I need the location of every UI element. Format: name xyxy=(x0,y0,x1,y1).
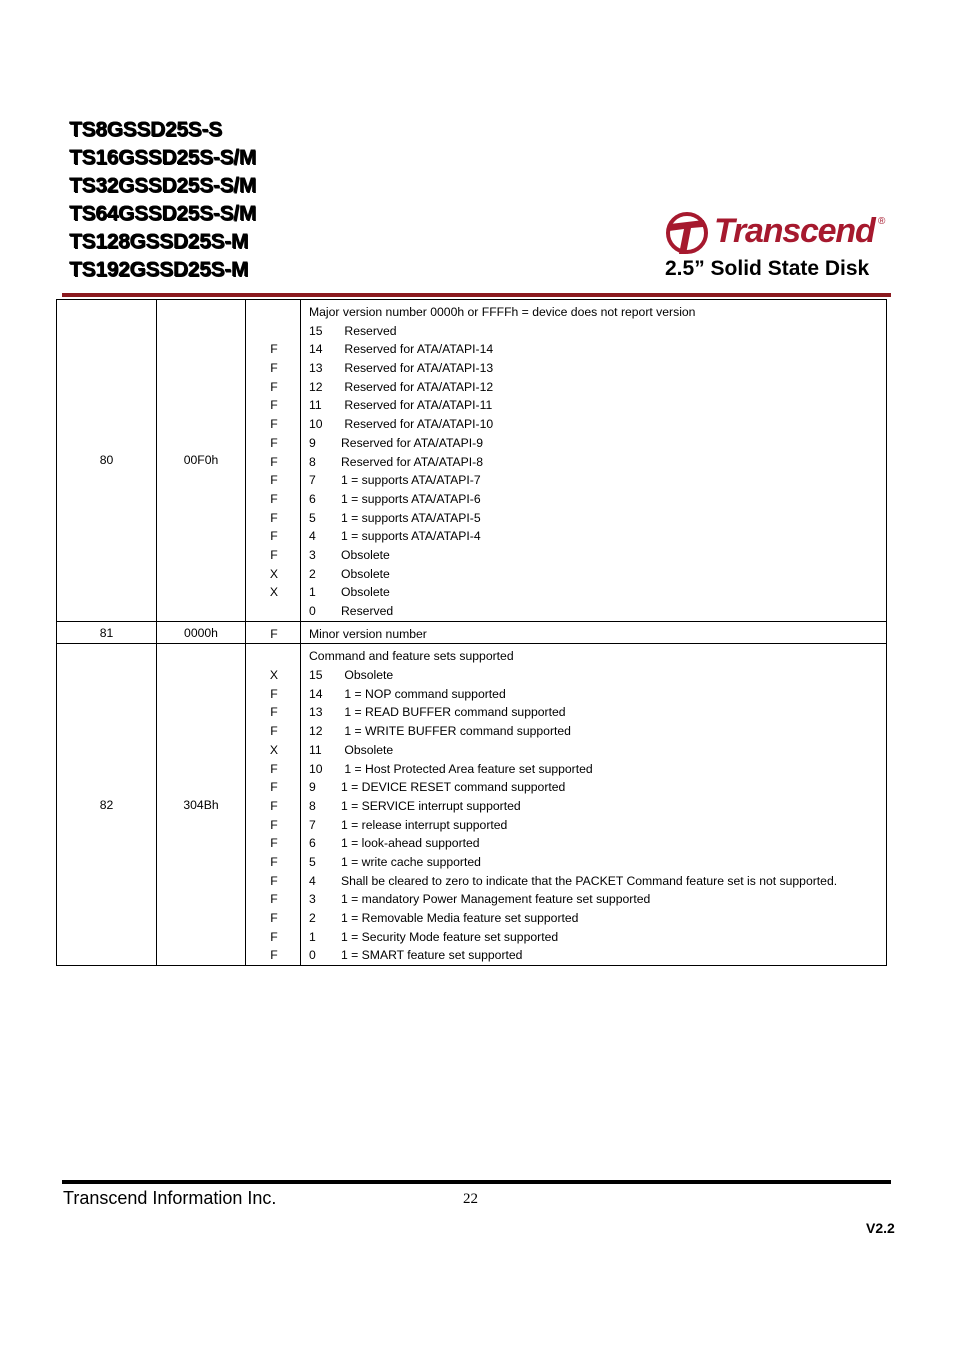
bit-description: 1 = READ BUFFER command supported xyxy=(341,705,566,720)
bit-number: 1 xyxy=(309,585,316,600)
flag-value: F xyxy=(270,379,278,394)
flag-value xyxy=(246,322,300,341)
bit-line xyxy=(309,834,886,853)
flag-value: F xyxy=(270,473,278,488)
footer-divider xyxy=(62,1180,891,1184)
bit-description: 1 = DEVICE RESET command supported xyxy=(341,780,566,795)
word-cell: 81 xyxy=(57,621,157,644)
bit-line xyxy=(309,583,886,602)
bit-description: 1 = Host Protected Area feature set supported xyxy=(341,761,593,776)
word-cell: 82 xyxy=(57,644,157,966)
document-version: V2.2 xyxy=(866,1220,895,1236)
bit-number: 10 xyxy=(309,417,323,432)
bit-description: Obsolete xyxy=(341,742,394,757)
bit-line xyxy=(309,340,886,359)
bit-number: 0 xyxy=(309,948,316,963)
bit-line xyxy=(309,666,886,685)
bit-line xyxy=(309,565,886,584)
description-cell xyxy=(301,300,887,622)
bit-number: 3 xyxy=(309,547,316,562)
flag-value: F xyxy=(270,948,278,963)
flag-value: X xyxy=(269,742,279,757)
bit-line xyxy=(309,946,886,965)
bit-line xyxy=(309,415,886,434)
bit-description: Reserved xyxy=(341,323,397,338)
description-title: Command and feature sets supported xyxy=(309,649,514,664)
flag-value: F xyxy=(270,873,278,888)
bit-description: Reserved for ATA/ATAPI-10 xyxy=(341,417,494,432)
bit-number: 0 xyxy=(309,604,316,618)
bit-number: 9 xyxy=(309,780,316,795)
flag-value: F xyxy=(270,491,278,506)
bit-number: 5 xyxy=(309,854,316,869)
bit-description: 1 = mandatory Power Management feature set supported xyxy=(341,892,651,907)
table-row xyxy=(57,644,887,966)
bit-number: 15 xyxy=(309,323,323,338)
model-name: TS16GSSD25S-S/M xyxy=(69,146,256,169)
bit-line xyxy=(309,909,886,928)
bit-number: 14 xyxy=(309,686,323,701)
bit-line xyxy=(309,797,886,816)
table-row xyxy=(57,300,887,622)
bit-description: 1 = release interrupt supported xyxy=(341,817,508,832)
flag-value: F xyxy=(270,836,278,851)
flag-value: F xyxy=(270,817,278,832)
bit-line xyxy=(309,602,886,621)
flag-value: F xyxy=(270,724,278,739)
bit-line xyxy=(309,872,886,891)
bit-line xyxy=(309,378,886,397)
bit-line xyxy=(309,359,886,378)
bit-description: 1 = supports ATA/ATAPI-5 xyxy=(341,510,481,525)
bit-number: 8 xyxy=(309,454,316,469)
bit-line xyxy=(309,434,886,453)
flag-value: F xyxy=(270,780,278,795)
bit-description: 1 = Security Mode feature set supported xyxy=(341,929,559,944)
flag-value: F xyxy=(270,854,278,869)
flag-value: F xyxy=(270,626,278,641)
bit-number: 3 xyxy=(309,892,316,907)
flag-value: F xyxy=(270,454,278,469)
description-title: Major version number 0000h or FFFFh = device does not report version xyxy=(309,305,696,319)
bit-description: Obsolete xyxy=(341,668,394,683)
value-cell: 0000h xyxy=(157,621,246,644)
bit-line xyxy=(309,490,886,509)
flag-value: F xyxy=(270,435,278,450)
bit-number: 4 xyxy=(309,873,316,888)
bit-line xyxy=(309,816,886,835)
model-name: TS192GSSD25S-M xyxy=(69,258,249,281)
bit-number: 4 xyxy=(309,529,316,544)
bit-description: 1 = write cache supported xyxy=(341,854,481,869)
bit-number: 12 xyxy=(309,379,323,394)
bit-number: 5 xyxy=(309,510,316,525)
flag-value: F xyxy=(270,761,278,776)
bit-number: 13 xyxy=(309,705,323,720)
bit-line xyxy=(309,703,886,722)
flag-value: F xyxy=(270,529,278,544)
flag-value: F xyxy=(270,361,278,376)
flag-value xyxy=(246,602,300,621)
bit-description: 1 = supports ATA/ATAPI-7 xyxy=(341,473,481,488)
description-cell xyxy=(301,644,887,966)
flag-value: F xyxy=(270,705,278,720)
flag-value: F xyxy=(270,417,278,432)
flag-cell xyxy=(246,621,301,644)
bit-number: 13 xyxy=(309,361,323,376)
bit-description: Shall be cleared to zero to indicate that the PACKET Command feature set is not supported. xyxy=(341,873,838,888)
page-number: 22 xyxy=(463,1191,478,1207)
bit-description: 1 = SMART feature set supported xyxy=(341,948,523,963)
bit-line xyxy=(309,453,886,472)
bit-line xyxy=(309,471,886,490)
footer-company: Transcend Information Inc. xyxy=(63,1188,277,1208)
bit-line xyxy=(309,527,886,546)
flag-value: X xyxy=(269,585,279,600)
bit-number: 10 xyxy=(309,761,323,776)
bit-number: 9 xyxy=(309,435,316,450)
model-name: TS64GSSD25S-S/M xyxy=(69,202,256,225)
bit-line xyxy=(309,760,886,779)
bit-description: 1 = WRITE BUFFER command supported xyxy=(341,724,571,739)
flag-value: F xyxy=(270,929,278,944)
transcend-logo xyxy=(664,208,894,258)
word-cell: 80 xyxy=(57,300,157,622)
identify-table xyxy=(56,299,887,966)
flag-value: F xyxy=(270,547,278,562)
bit-description: 1 = SERVICE interrupt supported xyxy=(341,798,521,813)
bit-line xyxy=(309,322,886,341)
bit-description: Obsolete xyxy=(341,566,390,581)
bit-description: Reserved for ATA/ATAPI-8 xyxy=(341,454,484,469)
description-cell xyxy=(301,621,887,644)
bit-line xyxy=(309,685,886,704)
flag-value: F xyxy=(270,686,278,701)
bit-number: 12 xyxy=(309,724,323,739)
value-cell: 304Bh xyxy=(157,644,246,966)
flag-cell xyxy=(246,300,301,622)
bit-line xyxy=(309,741,886,760)
bit-description: Reserved for ATA/ATAPI-9 xyxy=(341,435,484,450)
bit-number: 2 xyxy=(309,566,316,581)
bit-number: 7 xyxy=(309,473,316,488)
description-title: Minor version number xyxy=(309,626,427,641)
bit-number: 1 xyxy=(309,929,316,944)
bit-description: Obsolete xyxy=(341,547,390,562)
flag-value: F xyxy=(270,911,278,925)
bit-line xyxy=(309,853,886,872)
header-divider xyxy=(62,293,891,297)
bit-description: Obsolete xyxy=(341,585,390,600)
bit-description: 1 = Removable Media feature set supported xyxy=(341,911,579,925)
transcend-t-icon xyxy=(664,210,710,256)
model-name: TS128GSSD25S-M xyxy=(69,230,249,253)
bit-number: 8 xyxy=(309,798,316,813)
bit-line xyxy=(309,890,886,909)
bit-number: 6 xyxy=(309,836,316,851)
bit-number: 11 xyxy=(309,742,322,757)
product-title: 2.5” Solid State Disk xyxy=(665,257,870,280)
bit-description: Reserved for ATA/ATAPI-12 xyxy=(341,379,494,394)
model-name: TS8GSSD25S-S xyxy=(69,118,222,141)
registered-mark: ® xyxy=(878,216,886,227)
bit-line xyxy=(309,509,886,528)
bit-number: 7 xyxy=(309,817,316,832)
bit-description: Reserved for ATA/ATAPI-13 xyxy=(341,361,494,376)
flag-value: F xyxy=(270,342,278,357)
bit-line xyxy=(309,546,886,565)
bit-line xyxy=(309,928,886,947)
flag-value: F xyxy=(270,892,278,907)
brand-name: Transcend xyxy=(714,212,875,250)
bit-description: 1 = NOP command supported xyxy=(341,686,506,701)
model-list xyxy=(69,116,256,284)
bit-number: 2 xyxy=(309,911,316,925)
bit-description: 1 = look-ahead supported xyxy=(341,836,480,851)
flag-value: X xyxy=(269,566,279,581)
bit-line xyxy=(309,722,886,741)
flag-value: X xyxy=(269,668,279,683)
bit-number: 14 xyxy=(309,342,323,357)
bit-line xyxy=(309,778,886,797)
bit-number: 6 xyxy=(309,491,316,506)
flag-value: F xyxy=(270,798,278,813)
value-cell: 00F0h xyxy=(157,300,246,622)
bit-number: 15 xyxy=(309,668,323,683)
flag-cell xyxy=(246,644,301,966)
bit-description: Reserved for ATA/ATAPI-14 xyxy=(341,342,494,357)
table-row xyxy=(57,621,887,644)
flag-value: F xyxy=(270,510,278,525)
bit-description: Reserved for ATA/ATAPI-11 xyxy=(341,398,493,413)
bit-description: 1 = supports ATA/ATAPI-4 xyxy=(341,529,481,544)
flag-value: F xyxy=(270,398,278,413)
bit-number: 11 xyxy=(309,398,322,413)
bit-description: Reserved xyxy=(341,604,394,618)
bit-line xyxy=(309,396,886,415)
bit-description: 1 = supports ATA/ATAPI-6 xyxy=(341,491,481,506)
model-name: TS32GSSD25S-S/M xyxy=(69,174,256,197)
